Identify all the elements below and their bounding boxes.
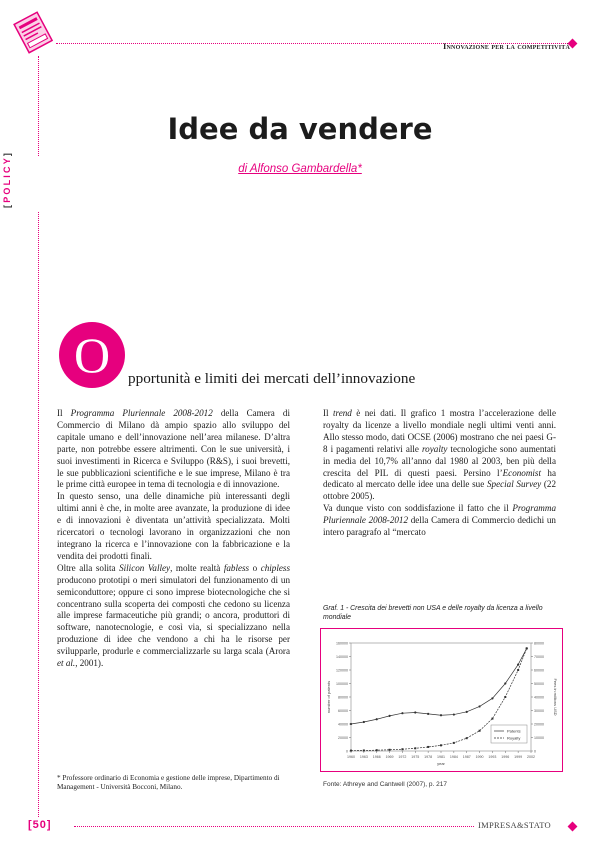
data-point-patents (466, 711, 468, 713)
y-tick-label-right: 50000 (534, 682, 544, 686)
x-tick-label: 1993 (488, 755, 497, 759)
y-tick-label-right: 60000 (534, 668, 544, 673)
text-run: è nei dati. Il grafico 1 mostra l’accelerazione delle royalty da licenze a livello mondiale negli ultimi venti anni. Allo stesso modo, dati OCSE (2006) mostrano che nei paesi G-8 i pagamenti relativi alle (323, 408, 556, 454)
data-point-royalty (363, 749, 365, 751)
patents-royalty-chart (321, 629, 562, 771)
data-point-patents (350, 723, 352, 725)
data-point-royalty (414, 747, 416, 749)
x-tick-label: 1966 (372, 755, 381, 759)
y-tick-label-left: 160000 (336, 641, 348, 646)
text-run: producono prototipi o meri simulatori del funzionamento di un semiconduttore; oppure ci sono imprese biotecnologiche che si concentrano sulla scoperta dei composti che cedono su licenza alle imprese farmaceutiche più grandi; o ancora, produttori di software, nanotecnologie, e così via, si specializzano nella produzione di idee che vendono a chi ha le risorse per svilupparle, produrle e commercializzarle su larga scala (Arora (57, 574, 290, 657)
text-run: Il (57, 408, 71, 418)
text-run: Il (323, 408, 333, 418)
data-point-patents (363, 721, 365, 723)
y-tick-label-left: 60000 (338, 709, 348, 713)
y-axis-label-left: number of patents (326, 680, 331, 714)
text-run: ha dedicato al mercato delle idee una delle sue (323, 467, 557, 490)
data-point-royalty (427, 746, 429, 748)
data-point-royalty (504, 696, 506, 698)
data-point-royalty (401, 748, 403, 750)
text-run: della Camera di Commercio di Milano dà ampio spazio allo sviluppo del capitale umano e dell’innovazione nell’area milanese. D’altra parte, non potrebbe essere altrimenti. Con le sue università, i suoi investimenti in Ricerca e Sviluppo (R&S), i suoi brevetti, le sue pubblicazioni scientifiche e le sue imprese, Milano è tra le prime città europee in tema di tecnologia e di innovazione. (57, 408, 290, 490)
x-tick-label: 1969 (385, 755, 394, 759)
text-run: , 2001). (75, 658, 104, 669)
page-number: [50] (28, 819, 52, 831)
italic-run: Programma Pluriennale 2008-2012 (70, 408, 213, 418)
article-author: di Alfonso Gambardella* (238, 163, 362, 175)
y-tick-label-left: 140000 (336, 655, 348, 659)
italic-run: fabless (223, 562, 250, 573)
y-tick-label-right: 80000 (534, 641, 544, 646)
y-tick-label-right: 0 (534, 749, 536, 754)
italic-run: trend (332, 408, 352, 418)
data-point-patents (388, 715, 390, 717)
text-run: della Camera di Commercio dedichi un intero paragrafo al “mercato (323, 515, 556, 538)
y-tick-label-right: 10000 (534, 736, 544, 740)
data-point-royalty (479, 730, 481, 732)
text-run: Oltre alla solita (57, 562, 120, 573)
data-point-patents (453, 713, 455, 715)
x-tick-label: 1999 (514, 755, 523, 759)
italic-run: Economist (502, 467, 542, 478)
data-point-patents (427, 713, 429, 715)
article-subtitle: pportunità e limiti dei mercati dell’innovazione (128, 370, 416, 387)
paragraph (323, 408, 556, 503)
section-label: Innovazione per la competitività (443, 41, 570, 51)
x-tick-label: 1972 (398, 755, 407, 759)
x-tick-label: 2002 (527, 755, 535, 759)
policy-bracket-close: ] (2, 150, 12, 157)
left-rule-lower (38, 212, 39, 817)
y-tick-label-left: 120000 (336, 668, 348, 673)
italic-run: et al. (57, 658, 76, 669)
data-point-royalty (376, 749, 378, 751)
data-point-royalty (350, 750, 352, 752)
data-point-royalty (491, 718, 493, 720)
data-point-royalty (440, 744, 442, 746)
x-tick-label: 1963 (359, 755, 368, 759)
legend-label: Patents (507, 728, 521, 734)
paragraph (57, 491, 290, 562)
data-point-royalty (389, 749, 391, 751)
journal-logo-icon (12, 10, 56, 54)
y-tick-label-right: 70000 (534, 655, 544, 659)
text-run: tecnologiche sono aumentati in media del 10,7% all’anno dal 1980 al 2003, ben più della crescita del PIL di questi paesi. Persino l’ (323, 443, 556, 478)
x-tick-label: 1978 (424, 755, 433, 759)
y-axis-label-right: Fees in millions USD (553, 678, 558, 716)
x-tick-label: 1987 (462, 755, 471, 759)
text-run: o (249, 562, 261, 573)
y-tick-label-right: 30000 (534, 709, 544, 713)
y-tick-label-right: 20000 (534, 722, 544, 727)
data-point-patents (504, 682, 506, 684)
x-tick-label: 1990 (475, 755, 484, 759)
figure-source: Fonte: Athreye and Cantwell (2007), p. 217 (323, 781, 447, 788)
footnote: * Professore ordinario di Economia e gestione delle imprese, Dipartimento di Management - Università Bocconi, Milano. (57, 774, 280, 792)
data-point-patents (478, 705, 480, 707)
x-axis-label: year (437, 761, 445, 766)
footer-diamond (568, 822, 578, 832)
data-point-patents (414, 711, 416, 713)
y-tick-label-left: 40000 (338, 722, 348, 727)
italic-run: Silicon Valley (119, 562, 171, 573)
figure-frame (320, 628, 563, 772)
legend-label: Royalty (507, 735, 521, 741)
policy-bracket-open: [ (2, 202, 12, 208)
data-point-patents (401, 712, 403, 714)
y-tick-label-right: 40000 (534, 695, 544, 700)
data-point-royalty (466, 737, 468, 739)
y-tick-label-left: 100000 (336, 682, 348, 686)
data-point-royalty (453, 742, 455, 744)
paragraph (323, 503, 556, 539)
body-column-left (57, 408, 290, 670)
data-point-patents (491, 697, 493, 699)
x-tick-label: 1975 (411, 755, 420, 759)
policy-tag (2, 151, 12, 208)
paragraph (57, 408, 290, 491)
x-tick-label: 1960 (347, 755, 355, 759)
y-tick-label-left: 0 (346, 749, 348, 754)
italic-run: royalty (421, 443, 448, 454)
x-tick-label: 1996 (501, 755, 510, 759)
journal-name: IMPRESA&STATO (478, 820, 551, 830)
data-point-royalty (526, 647, 528, 649)
body-column-right (323, 408, 556, 539)
x-tick-label: 1984 (449, 755, 458, 759)
text-run: (22 ottobre 2005). (323, 479, 556, 502)
drop-cap: O (59, 322, 125, 388)
paragraph (57, 563, 290, 670)
policy-tag-text: POLICY (2, 156, 12, 203)
data-point-patents (376, 718, 378, 720)
text-run: In questo senso, una delle dinamiche più interessanti degli ultimi anni è che, in molte aree avanzate, la produzione di idee e di innovazioni è diventata un’attività specializzata. Molti ricercatori o tecnologi lavorano in organizzazioni che non integrano la ricerca e l’innovazione con la fabbricazione e la vendita dei prodotti finali. (57, 491, 290, 561)
data-point-royalty (517, 669, 519, 671)
y-tick-label-left: 80000 (338, 695, 348, 700)
article-title: Idee da vendere (167, 112, 433, 146)
italic-run: chipless (260, 562, 290, 573)
italic-run: Special Survey (486, 479, 542, 490)
text-run: , molte realtà (170, 562, 224, 573)
x-tick-label: 1981 (437, 755, 445, 759)
figure-caption: Graf. 1 - Crescita dei brevetti non USA e delle royalty da licenza a livello mondiale (323, 605, 543, 622)
y-tick-label-left: 20000 (338, 736, 348, 740)
text-run: Va dunque visto con soddisfazione il fatto che il (323, 503, 513, 514)
data-point-patents (517, 664, 519, 666)
italic-run: Programma Pluriennale 2008-2012 (323, 503, 556, 526)
data-point-patents (440, 714, 442, 716)
footer-rule (74, 826, 474, 827)
